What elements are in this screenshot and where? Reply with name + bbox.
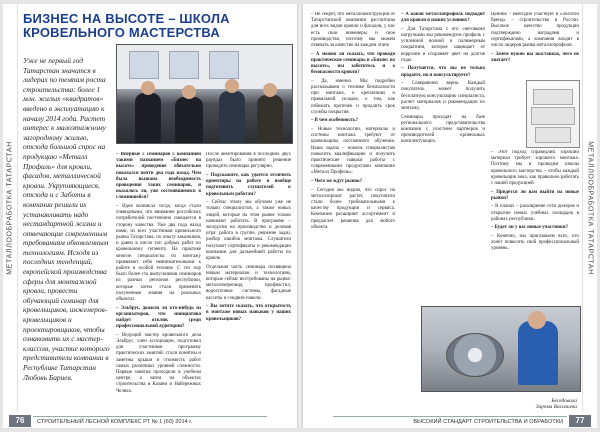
paragraph: Отдельная часть семинара посвящена новым материалам и технологиям, которые сейчас востребованы на рынке: металлочерепица, профнастил, водосточные системы, фасадные кассеты и сэндвич-панели. <box>206 264 291 301</box>
paragraph: – А можно ли сказать, что проводя практические семинары в «Бизнес на высоте», вы заботитесь и о безопасности кровли? <box>311 51 395 76</box>
paragraph: – Для Татарстана с его снеговыми нагрузками мы рекомендуем профиль с усиленной волной и полимерным покрытием, которое защищает от коррозии и сохраняет цвет на долгие годы. <box>401 26 485 63</box>
left-footer <box>3 414 297 428</box>
right-column-2 <box>401 12 485 300</box>
left-column-2 <box>116 152 201 400</box>
seminar-photo-window <box>129 51 159 79</box>
paragraph: – Совершенно верно. Каждый покупатель может получить бесплатную консультацию специалиста, расчет материалов и рекомендации по монтажу. <box>401 81 485 112</box>
footer-text: СТРОИТЕЛЬНЫЙ ЛЕСНОЙ КОМПЛЕКС РТ № 1 (60) 2014 г. <box>37 419 193 425</box>
page-number: 76 <box>9 415 31 427</box>
right-column-3 <box>491 150 579 300</box>
seminar-person-head <box>225 79 239 93</box>
worker <box>518 321 558 385</box>
coil-photo <box>421 306 581 392</box>
seminar-photo-window <box>169 51 199 79</box>
footer-rule <box>33 416 267 417</box>
footer-rule <box>333 416 567 417</box>
paragraph: – Конечно, мы приглашаем всех, кто хочет повысить свой профессиональный уровень. <box>491 234 579 252</box>
author-signature <box>536 398 577 411</box>
paragraph: – В чем особенность? <box>311 118 358 124</box>
product-photo <box>526 80 580 148</box>
seminar-person <box>135 93 161 143</box>
paragraph: Семинары проходят на базе регионального представительства компании с участием партнеров и производителей кровельных комплектующих. <box>401 114 485 145</box>
right-side-label: МЕТАЛЛООБРАБОТКА ТАТАРСТАН <box>586 141 594 275</box>
left-side-strip <box>3 4 18 412</box>
paragraph: – Придется ли вам выйти на новые рынки? <box>491 189 579 201</box>
product-box <box>533 89 573 105</box>
left-side-label: МЕТАЛЛООБРАБОТКА ТАТАРСТАН <box>6 141 14 275</box>
paragraph: – Ведущий мастер кровельного дела Эльбрус, член ассоциации, подготовил для участников программу практических занятий: стали понятны и заметны крыши и стоимость работ самых различных уровней сложности. Первые занятия проходили в учебном центре, а затем на объектах строительства в Казани и Набережных Челнах. <box>116 332 201 394</box>
paragraph: – Вы хотите сказать, что открытость в монтаже новых навыков у наших кровельщиков? <box>206 304 291 322</box>
paragraph: – А какой металлопрофиль подходит для кровли в наших условиях? <box>401 12 485 24</box>
paragraph: – Сегодня мы видим, что спрос на металлопрокат растет, покупатели стали более требовательными к качеству продукции и сервиса. Компания расширяет ассортимент и предлагает решения для любого объекта. <box>311 187 395 230</box>
page-number: 77 <box>569 415 591 427</box>
left-column-3 <box>206 152 291 400</box>
author-label: Беседовала <box>551 398 577 404</box>
footer-text: ВЫСОКИЙ СТАНДАРТ СТРОИТЕЛЬСТВА И ОБРАБОТКИ <box>413 419 563 425</box>
paragraph: – Новые технологии, материалы и системы монтажа требуют от кровельщика постоянного обучения. Наша задача – помочь специалистам повысить квалификацию и получить практические навыки работы с современными продуктами компании «Металл Профиль». <box>311 127 395 176</box>
paragraph: – Будет ли у вас новые участники? <box>491 225 569 231</box>
paragraph: – Не секрет, что металлоконструкции от Татарстанской компании рассчитаны для всех видов кровли и фасадов, у нас есть свои инженеры и свое производство, поэтому мы можем отвечать за качество на каждом этапе. <box>311 12 395 49</box>
paragraph: Ценник – ежегодно участвует в «Золотой бренд» – строительство в России. Высокое качество продукции подтверждено наградами и сертификатами, а компания входит в число лидеров рынка металлопрофиля. <box>491 12 579 49</box>
seminar-person <box>257 95 283 143</box>
paragraph: – Этот подход справедлив: хороший материал требует хорошего монтажа. Поэтому мы и проводим школы кровельного мастерства – чтобы каждый кровельщик знал, как правильно работать с нашей продукцией. <box>491 150 579 187</box>
right-column-3-top <box>491 12 579 78</box>
article-headline: БИЗНЕС НА ВЫСОТЕ – ШКОЛА КРОВЕЛЬНОГО МАСТЕРСТВА <box>23 11 230 40</box>
right-footer <box>303 414 597 428</box>
seminar-photo-window <box>209 51 239 79</box>
right-column-1 <box>311 12 395 400</box>
product-box <box>531 107 575 125</box>
worker-head <box>528 311 546 329</box>
seminar-person-head <box>141 81 155 95</box>
intro-sidebar <box>23 56 111 396</box>
paragraph: – Подскажите, как удается отличить ориентиры на работе и вообще подготовить слушателей к кровельным работам? <box>206 173 291 197</box>
paragraph: – Эльбрус, дожили ли кто-нибудь из организаторов, что инициатива найдет отклик среди профессиональной аудитории? <box>116 305 201 330</box>
seminar-person-head <box>182 85 196 99</box>
seminar-photo <box>116 44 293 144</box>
author-name: Зарема Васильева <box>535 404 577 411</box>
paragraph: – В планах – расширение сети дилеров и открытие новых учебных площадок в районах республики. <box>491 204 579 222</box>
intro-text: Уже не первый год Татарстан значится в лидерах по темпам роста строительства: более 1 млн. жилых «квадратов» введено в эксплуатацию к началу 2014 года. Растет интерес к малоэтажному загородному жилью, отсюда большой спрос на продукцию «Металл Профиль» для кровли, фасадов, металлической кровли. Укрупняющиеся, отсюда и с Заботы в компании решили их устанавливать надо нестандартной жизни и отвечающие современным требованиям обновленным технологиям. Исходя из последних тенденций, европейской производства сферы для монтажной кровли, провести обучающий семинар для кровельщиков, инженеров-кровельщиков и проектировщиков, чтобы ознакомить их с мастер-классом, участие которого представители компании в Республике Татарстан Любовь Бариев. <box>23 56 110 382</box>
paragraph: – Да, именно. Мы подробно рассказываем о технике безопасности при монтаже, о креплениях и правильной укладке, о том, как избежать протечек и продлить срок службы покрытия. <box>311 78 395 115</box>
paragraph: После анкетирования в последних двух раундах было принято решение проводить семинары регулярно. <box>206 152 291 170</box>
paragraph: – Сейчас этому мы обучаем уже не только специалистов, а также новых людей, которые на этом рынке только начинают работать. В программе – экскурсия на производство и деловая игра: работа в группе, решение задач, разбор ошибок монтажа. Слушатели получают сертификаты и рекомендации компании для дальнейшей работы по кровле. <box>206 200 291 262</box>
seminar-person <box>219 91 245 143</box>
right-side-strip <box>582 4 597 412</box>
product-box <box>535 127 571 143</box>
left-page <box>3 4 297 428</box>
seminar-person <box>175 97 203 143</box>
metal-coil <box>446 333 504 377</box>
right-page <box>303 4 597 428</box>
paragraph: – Идея возникла тогда, когда стали очевидными, что внимание российских потребителей постепенно смещается в сторону качества. Уже два года назад нами, из всех участников кровельного рынка Татарстана, по опыту заказчиков, и давно в число топ добрых работ по кровельному сегменту. На практике многие специалисты по монтажу проявляют себя невнимательными к работе в особой технике. С тех пор было более ста выпускников семинаров из разных регионов республики, которые затем стали применять полученные знания на реальных объектах. <box>116 204 201 303</box>
paragraph: – Зачем нужно вы выставках, чего не хватает? <box>491 51 579 63</box>
paragraph: – Впервые с семинаров с компанией такими названием «Бизнес на высоте» проведение обязательно показался почти два года назад. Чем была вызвана необходимость проведения таких семинаров, и оказалось ли, уже состоявшимися в сложившейся? <box>116 152 201 201</box>
seminar-person-head <box>263 83 277 97</box>
paragraph: – Чего же ждут рынок? <box>311 179 363 185</box>
paragraph: – Получается, что вы не только продаете, но и консультируете? <box>401 66 485 78</box>
